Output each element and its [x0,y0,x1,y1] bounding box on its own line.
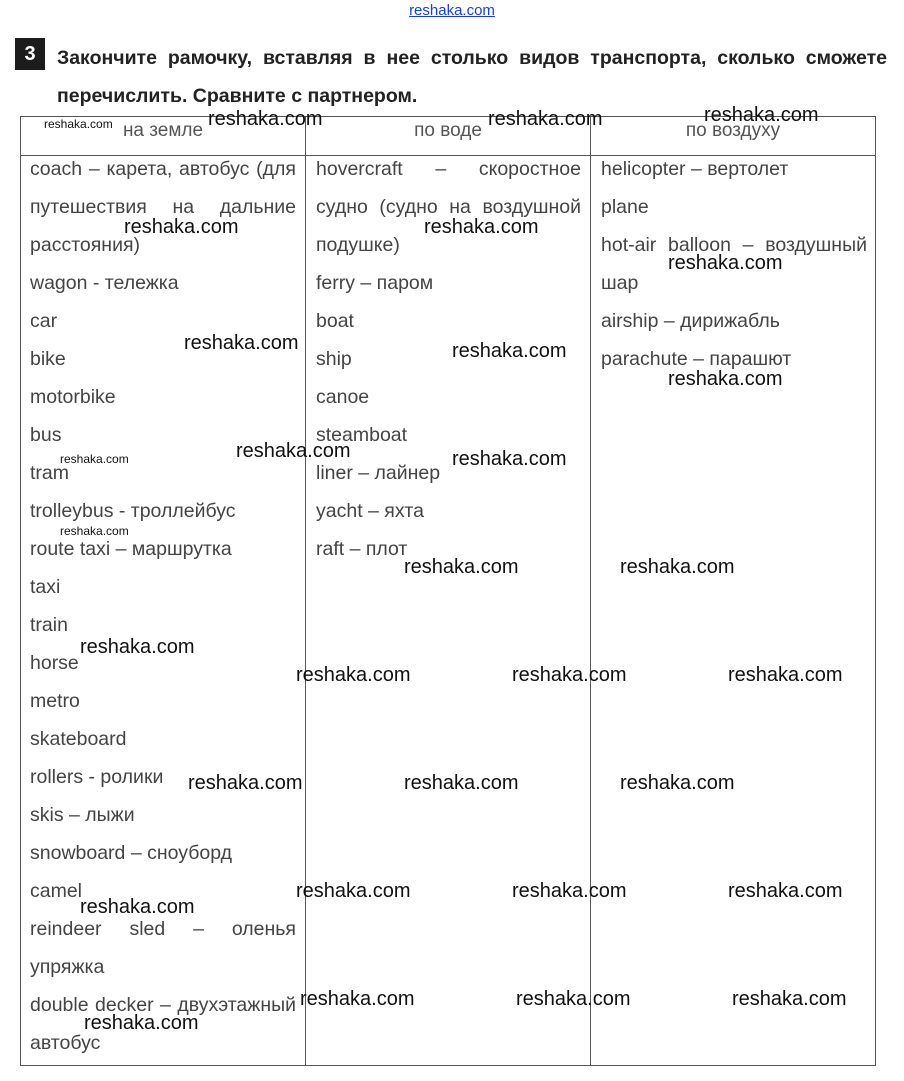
watermark: reshaka.com [208,108,323,130]
watermark: reshaka.com [84,1012,199,1034]
transport-item: tram [30,462,69,484]
watermark: reshaka.com [80,636,195,658]
task-instruction: Закончите рамочку, вставляя в нее столько видов транспорта, сколько сможете перечислить. Сравните с партнером. [57,47,887,107]
transport-item: taxi [30,576,61,598]
transport-item: hot-air balloon – воздушный шар [601,234,867,294]
transport-item: horse [30,652,79,674]
column-divider [590,116,591,1066]
transport-item: ferry – паром [316,272,434,294]
watermark: reshaka.com [424,216,539,238]
transport-item: skis – лыжи [30,804,135,826]
watermark: reshaka.com [452,340,567,362]
transport-item: raft – плот [316,538,408,560]
transport-item: reindeer sled – оленья упряжка [30,918,296,978]
watermark: reshaka.com [488,108,603,130]
watermark: reshaka.com [512,664,627,686]
column-land [30,150,296,1062]
watermark: reshaka.com [300,988,415,1010]
watermark: reshaka.com [404,772,519,794]
transport-item: liner – лайнер [316,462,441,484]
watermark: reshaka.com [704,104,819,126]
transport-item: steamboat [316,424,408,446]
site-link[interactable]: reshaka.com [409,2,495,19]
transport-item: rollers - ролики [30,766,164,788]
watermark: reshaka.com [512,880,627,902]
watermark: reshaka.com [728,664,843,686]
watermark: reshaka.com [188,772,303,794]
watermark: reshaka.com [296,664,411,686]
transport-item: car [30,310,58,332]
watermark: reshaka.com [728,880,843,902]
watermark: reshaka.com [404,556,519,578]
transport-item: double decker – двухэтажный автобус [30,994,296,1054]
watermark: reshaka.com [60,524,129,538]
transport-item: helicopter – вертолет [601,158,789,180]
transport-item: coach – карета, автобус (для путешествия на дальние расстояния) [30,158,296,256]
transport-item: metro [30,690,80,712]
transport-item: canoe [316,386,370,408]
transport-item: yacht – яхта [316,500,424,522]
transport-item: plane [601,196,649,218]
watermark: reshaka.com [184,332,299,354]
transport-item: route taxi – маршрутка [30,538,232,560]
transport-item: bike [30,348,66,370]
watermark: reshaka.com [668,368,783,390]
watermark: reshaka.com [668,252,783,274]
transport-item: bus [30,424,62,446]
transport-item: hovercraft – скоростное судно (судно на воздушной подушке) [316,158,581,256]
watermark: reshaka.com [80,896,195,918]
header-land: на земле [122,120,204,141]
transport-item: ship [316,348,352,370]
transport-item: snowboard – сноуборд [30,842,232,864]
transport-item: trolleybus - троллейбус [30,500,236,522]
watermark: reshaka.com [620,772,735,794]
watermark: reshaka.com [732,988,847,1010]
transport-item: motorbike [30,386,116,408]
transport-item: boat [316,310,354,332]
watermark: reshaka.com [124,216,239,238]
transport-item: airship – дирижабль [601,310,780,332]
watermark: reshaka.com [296,880,411,902]
watermark: reshaka.com [236,440,351,462]
watermark: reshaka.com [60,452,129,466]
header-air: по воздуху [685,120,781,141]
header-water: по воде [414,120,482,141]
watermark: reshaka.com [452,448,567,470]
watermark: reshaka.com [44,117,113,131]
watermark: reshaka.com [620,556,735,578]
transport-item: parachute – парашют [601,348,792,370]
transport-item: wagon - тележка [30,272,179,294]
transport-item: skateboard [30,728,127,750]
transport-item: train [30,614,68,636]
watermark: reshaka.com [516,988,631,1010]
column-divider [305,116,306,1066]
transport-item: camel [30,880,83,902]
task-number-badge: 3 [15,38,45,70]
